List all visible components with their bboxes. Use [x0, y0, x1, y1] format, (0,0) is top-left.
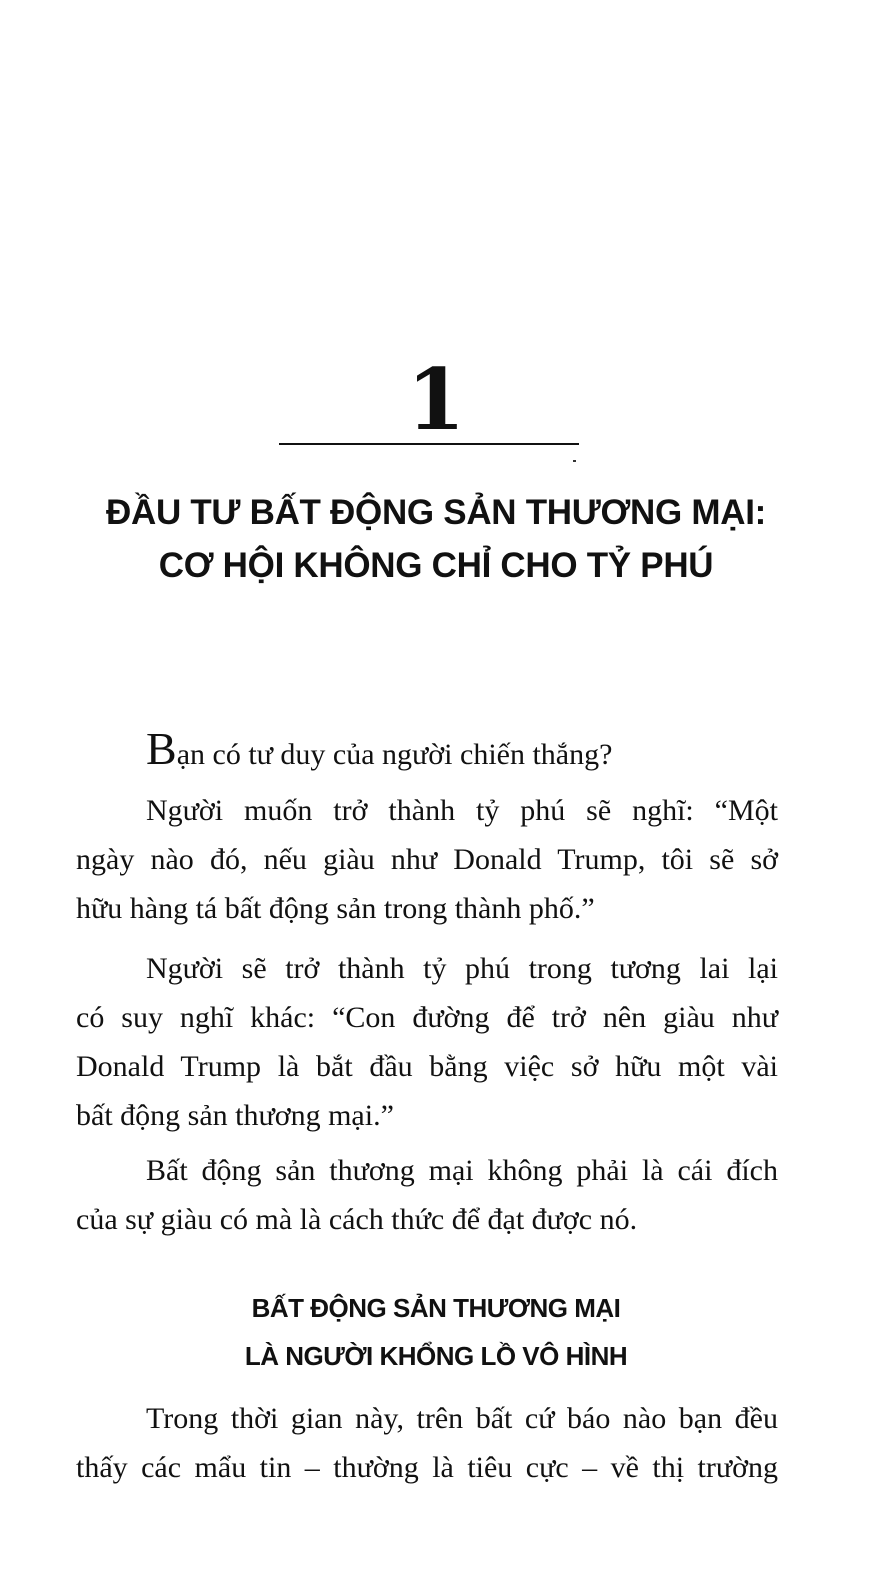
paragraph-line: của sự giàu có mà là cách thức để đạt được nó.	[76, 1203, 638, 1236]
section-heading-line: LÀ NGƯỜI KHỔNG LỒ VÔ HÌNH	[244, 1341, 628, 1371]
paragraph-line: thấy các mẩu tin – thường là tiêu cực – về thị trường	[76, 1451, 778, 1484]
paragraph-line: ngày nào đó, nếu giàu như Donald Trump, tôi sẽ sở	[76, 843, 778, 876]
paragraph-line: Người sẽ trở thành tỷ phú trong tương lai lại	[146, 952, 778, 985]
chapter-divider	[279, 443, 579, 445]
paragraph-line: có suy nghĩ khác: “Con đường để trở nên giàu như	[76, 1001, 778, 1034]
chapter-number: 1	[406, 350, 466, 449]
paragraph-line: Bất động sản thương mại không phải là cái đích	[146, 1154, 778, 1187]
paragraph-2	[76, 944, 778, 1140]
chapter-title-line: CƠ HỘI KHÔNG CHỈ CHO TỶ PHÚ	[158, 546, 714, 585]
paragraph-line: hữu hàng tá bất động sản trong thành phố.”	[76, 892, 595, 925]
paragraph-line: Trong thời gian này, trên bất cứ báo nào bạn đều	[146, 1402, 778, 1435]
section-heading-line: BẤT ĐỘNG SẢN THƯƠNG MẠI	[251, 1293, 621, 1323]
section-heading	[40, 1284, 832, 1380]
intro-text: ạn có tư duy của người chiến thắng?	[176, 738, 613, 771]
drop-cap: B	[146, 723, 177, 774]
chapter-title	[40, 486, 832, 592]
paragraph-1	[76, 786, 778, 933]
paragraph-line: bất động sản thương mại.”	[76, 1099, 394, 1132]
section-paragraph-1	[76, 1394, 778, 1492]
paragraph-3	[76, 1146, 778, 1244]
chapter-title-line: ĐẦU TƯ BẤT ĐỘNG SẢN THƯƠNG MẠI:	[106, 493, 766, 532]
intro-paragraph	[146, 723, 613, 783]
ink-speck	[573, 460, 576, 462]
paragraph-line: Người muốn trở thành tỷ phú sẽ nghĩ: “Một	[146, 794, 778, 827]
paragraph-line: Donald Trump là bắt đầu bằng việc sở hữu một vài	[76, 1050, 778, 1083]
